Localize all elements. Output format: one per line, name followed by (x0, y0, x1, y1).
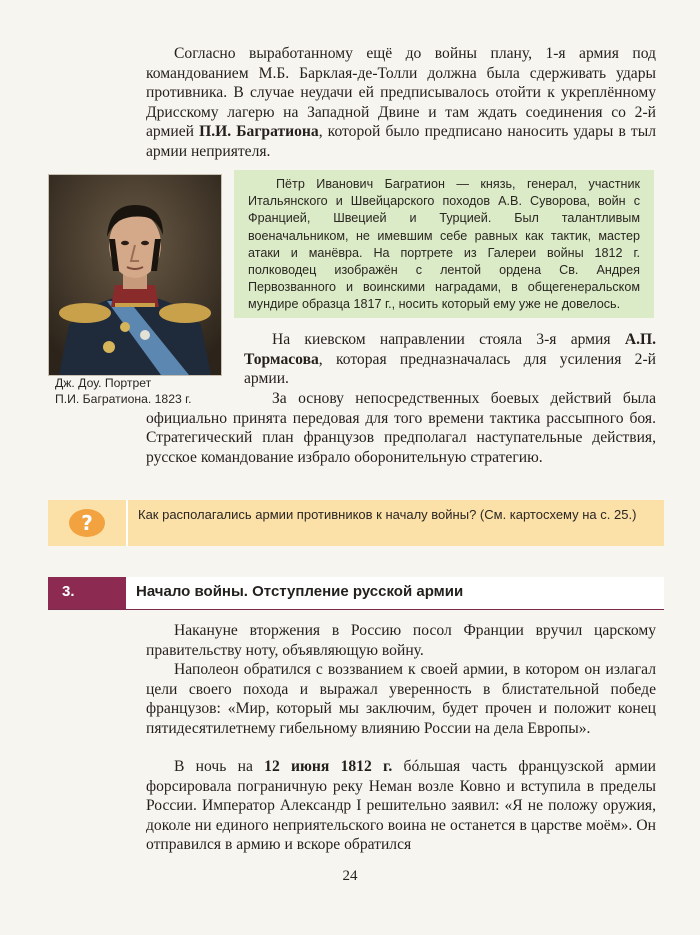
paragraph-invasion: В ночь на 12 июня 1812 г. бóльшая часть французской армии форсировала пограничную реку Неман возле Ковно и вступила в пределы России. Император Александр I решительно заявил: «Я не положу оружия, доколе ни единого неприятельского воина не останется в царстве моём». Он отправился в армию и вскоре обратился (146, 758, 656, 853)
svg-text:?: ? (81, 511, 93, 535)
bagration-bio-box (234, 170, 654, 318)
section-number: 3. (48, 577, 126, 609)
question-box (48, 500, 664, 546)
section-title: Начало войны. Отступление русской армии (126, 577, 664, 609)
bagration-portrait (48, 174, 222, 376)
paragraph-army-plan: Согласно выработанному ещё до войны плану, 1-я армия под командованием М.Б. Барклая-де-Толли должна была сдерживать удары противника. В случае неудачи ей предписывалось отойти к укреплённому Дрисскому лагерю на Западной Двине и там ждать соединения со 2-й армией П.И. Багратиона, которой было предписано наносить удары в тыл армии неприятеля. (146, 45, 656, 160)
question-text: Как располагались армии противников к началу войны? (См. картосхему на с. 25.) (138, 507, 637, 522)
paragraph-note: Накануне вторжения в Россию посол Франции вручил царскому правительству ноту, объявляющую войну. (146, 622, 656, 659)
name-tormasov: А.П. Тормасова (244, 331, 656, 368)
question-icon-wrapper (48, 500, 128, 546)
paragraph-tactics: За основу непосредственных боевых действий была официально принята передовая для того времени тактика рассыпного боя. Стратегический план французов предполагал наступательные действия, русское командование избрало оборонительную стратегию. (146, 390, 656, 466)
paragraph-napoleon-appeal: Наполеон обратился с воззванием к своей армии, в котором он излагал цели своего похода и выражал уверенность в блистательной победе французов: «Мир, который мы заключим, будет прочен и положит конец пятидесятилетнему гибельному влиянию России на дела Европы». (146, 661, 656, 737)
question-icon (67, 507, 107, 539)
date-invasion: 12 июня 1812 г. (264, 758, 393, 775)
page-number: 24 (342, 868, 358, 884)
name-bagration: П.И. Багратиона (199, 123, 319, 140)
bio-text: Пётр Иванович Багратион — князь, генерал, участник Итальянского и Швейцарского походов А.В. Суворова, войн с Францией, Швецией и Турцией. Был талантливым военачальником, не имевшим себе равных как тактик, мастер атаки и манёвра. На портрете из Галереи войны 1812 г. полководец изображён с лентой ордена Св. Андрея Первозванного и воинскими наградами, в общегенеральском мундире образца 1817 г., носить который ему уже не довелось. (248, 177, 640, 312)
section-header (48, 577, 664, 610)
portrait-caption: Дж. Доу. Портрет П.И. Багратиона. 1823 г. (55, 376, 192, 406)
paragraph-third-army: На киевском направлении стояла 3-я армия А.П. Тормасова, которая предназначалась для усиления 2-й армии. (244, 331, 656, 387)
